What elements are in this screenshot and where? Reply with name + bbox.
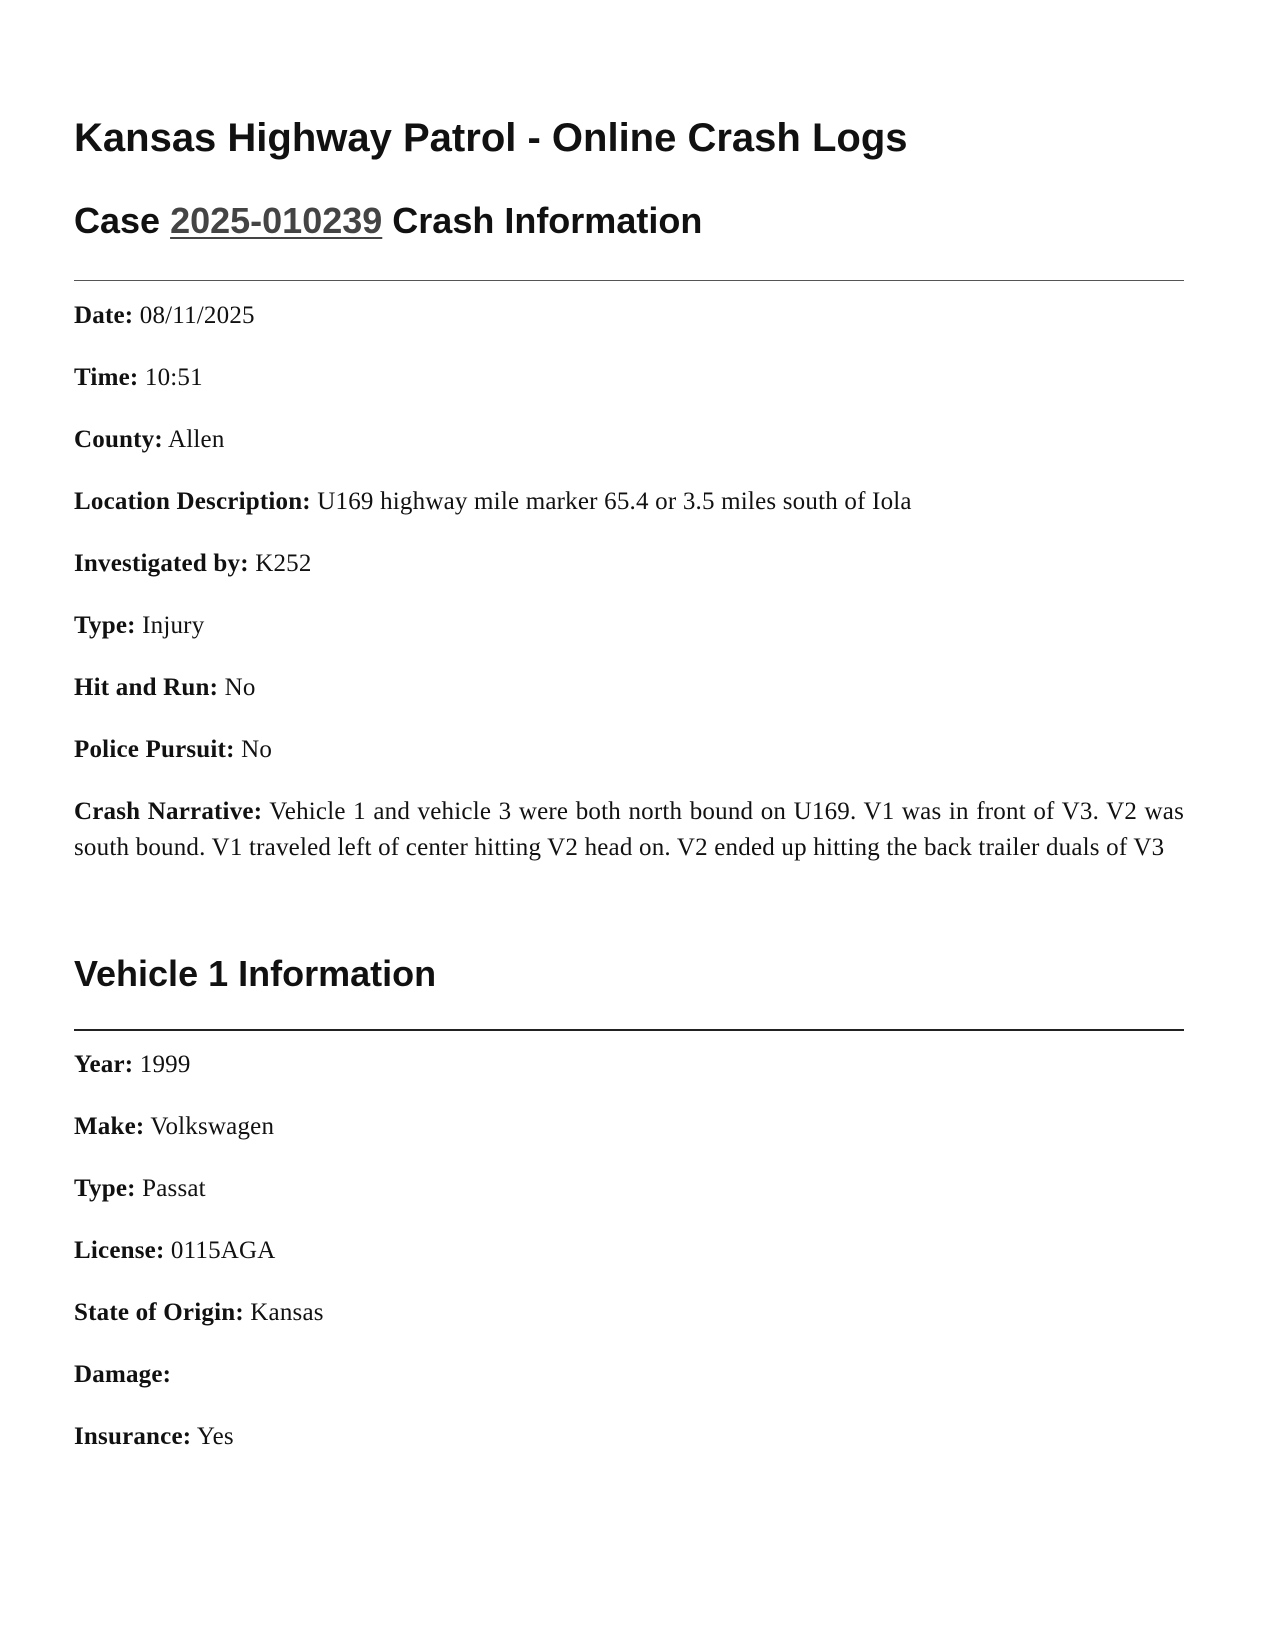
narrative-value: Vehicle 1 and vehicle 3 were both north bound on U169. V1 was in front of V3. V2 was south bound. V1 traveled left of center hitting V2 head on. V2 ended up hitting the back trailer duals of V3 <box>74 798 1184 861</box>
field-investigated-by <box>74 546 1184 582</box>
date-label: Date: <box>74 302 134 329</box>
field-vehicle-license <box>74 1233 1184 1269</box>
county-label: County: <box>74 426 163 453</box>
insurance-label: Insurance: <box>74 1423 192 1450</box>
make-label: Make: <box>74 1113 145 1140</box>
field-hit-and-run <box>74 670 1184 706</box>
time-label: Time: <box>74 364 139 391</box>
field-police-pursuit <box>74 732 1184 768</box>
field-vehicle-year <box>74 1047 1184 1083</box>
case-prefix: Case <box>74 200 171 241</box>
state-label: State of Origin: <box>74 1299 244 1326</box>
license-value: 0115AGA <box>170 1237 276 1264</box>
type-label: Type: <box>74 612 136 639</box>
investigated-label: Investigated by: <box>74 550 249 577</box>
field-county <box>74 422 1184 458</box>
time-value: 10:51 <box>144 364 203 391</box>
page-title: Kansas Highway Patrol - Online Crash Logs <box>74 116 908 160</box>
case-suffix: Crash Information <box>382 200 703 241</box>
field-vehicle-insurance <box>74 1419 1184 1455</box>
vehicle-divider <box>74 1029 1184 1031</box>
location-label: Location Description: <box>74 488 311 515</box>
field-vehicle-damage <box>74 1357 1184 1393</box>
state-value: Kansas <box>250 1299 324 1326</box>
type-value: Injury <box>142 612 205 639</box>
year-label: Year: <box>74 1051 134 1078</box>
field-time <box>74 360 1184 396</box>
narrative-label: Crash Narrative: <box>74 798 263 825</box>
location-value: U169 highway mile marker 65.4 or 3.5 miles south of Iola <box>317 488 912 515</box>
damage-label: Damage: <box>74 1361 172 1388</box>
date-value: 08/11/2025 <box>139 302 255 329</box>
field-crash-narrative <box>74 794 1184 866</box>
vehicle-type-label: Type: <box>74 1175 136 1202</box>
field-type <box>74 608 1184 644</box>
vehicle-1-heading: Vehicle 1 Information <box>74 953 437 994</box>
case-number-link[interactable]: 2025-010239 <box>170 200 383 241</box>
make-value: Volkswagen <box>150 1113 275 1140</box>
field-vehicle-type <box>74 1171 1184 1207</box>
vehicle-type-value: Passat <box>142 1175 206 1202</box>
hit-run-label: Hit and Run: <box>74 674 219 701</box>
field-vehicle-make <box>74 1109 1184 1145</box>
hit-run-value: No <box>224 674 256 701</box>
case-heading <box>74 198 702 244</box>
field-date <box>74 298 1184 334</box>
investigated-value: K252 <box>255 550 312 577</box>
field-vehicle-state <box>74 1295 1184 1331</box>
field-location <box>74 484 1184 520</box>
pursuit-label: Police Pursuit: <box>74 736 235 763</box>
year-value: 1999 <box>139 1051 191 1078</box>
insurance-value: Yes <box>196 1423 234 1450</box>
pursuit-value: No <box>241 736 273 763</box>
county-value: Allen <box>168 426 225 453</box>
header-divider <box>74 280 1184 281</box>
license-label: License: <box>74 1237 165 1264</box>
